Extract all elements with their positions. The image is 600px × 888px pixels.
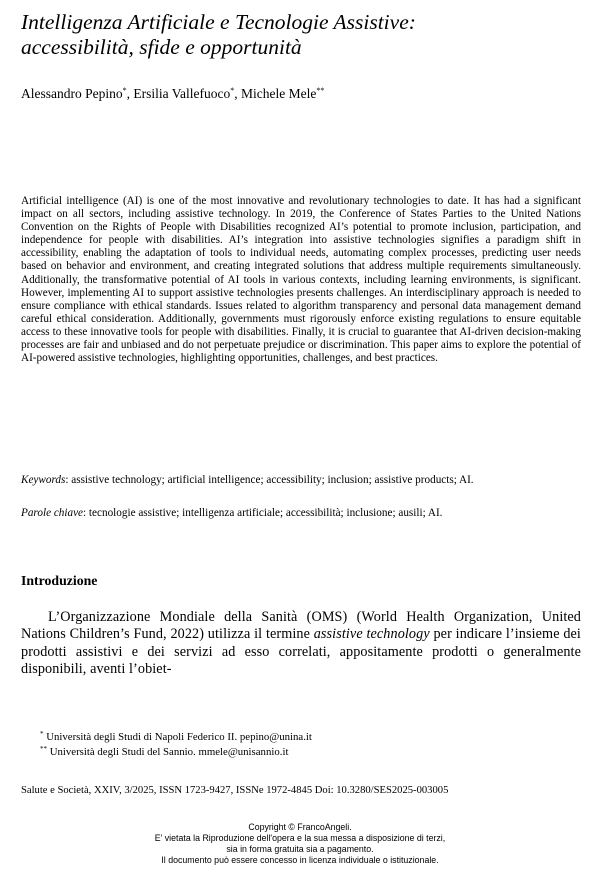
copyright-line-4: Il documento può essere concesso in licenza individuale o istituzionale. [161,854,439,865]
title-line-2: accessibilità, sfide e opportunità [21,35,302,59]
copyright-notice [0,822,600,866]
copyright-line-2: E' vietata la Riproduzione dell'opera e la sua messa a disposizione di terzi, [154,832,446,843]
author-separator: , [234,86,241,101]
footnote-affiliation-1 [40,731,560,744]
author-list [21,86,581,102]
keywords-text: : assistive technology; artificial intelligence; accessibility; inclusion; assistive products; AI. [65,474,474,486]
copyright-line-1: Copyright © FrancoAngeli. [248,822,352,832]
title-line-1: Intelligenza Artificiale e Tecnologie Assistive: [21,10,416,34]
author-name: Ersilia Vallefuoco [133,86,231,101]
footnote-mark: * [40,730,44,738]
author-affiliation-mark: * [122,86,127,95]
footnote-text: Università degli Studi del Sannio. mmele@unisannio.it [47,746,289,758]
parole-chiave-line [21,507,581,520]
journal-citation-line: Salute e Società, XXIV, 3/2025, ISSN 1723-9427, ISSNe 1972-4845 Doi: 10.3280/SES2025-003005 [21,785,449,796]
author-affiliation-mark: ** [316,86,325,95]
parole-chiave-label: Parole chiave [21,507,84,519]
intro-emphasis: assistive technology [313,626,430,643]
paper-title [21,10,581,60]
keywords-label: Keywords [21,474,66,486]
parole-chiave-text: : tecnologie assistive; intelligenza artificiale; accessibilità; inclusione; ausili; AI. [83,507,443,519]
intro-text-part-1: L’Organizzazione Mondiale della Sanità (OMS) (World Health Organization, United Nations Children’s Fund, 2022) utilizza il termine [21,609,581,643]
footnote-affiliation-2 [40,746,560,759]
footnote-mark: ** [40,745,47,753]
author-affiliation-mark: * [230,86,235,95]
keywords-line [21,474,581,487]
author-name: Alessandro Pepino [21,86,123,101]
author-name: Michele Mele [240,86,317,101]
introduction-paragraph [21,609,581,679]
intro-text-part-2: per indicare l’insieme dei prodotti assistivi e dei servizi ad esso correlati, appositamente prodotti o generalmente disponibili, aventi l’obiet- [21,626,581,678]
abstract-paragraph: Artificial intelligence (AI) is one of the most innovative and revolutionary technologies to date. It has had a significant impact on all sectors, including assistive technology. In 2019, the Conference of States Parties to the United Nations Convention on the Rights of People with Disabilities recognized AI’s potential to promote inclusion, participation, and independence for people with disabilities. AI’s integration into assistive technologies signifies a paradigm shift in accessibility, enabling the adaptation of tools to individual needs, automating complex processes, predicting user needs based on behavior and environment, and creating integrated solutions that address multiple requirements simultaneously. Additionally, the transformative potential of AI tools in various contexts, including learning environments, is significant. However, implementing AI to support assistive technologies presents challenges. An interdisciplinary approach is needed to ensure compliance with ethical standards. Issues related to algorithm transparency and personal data management demand careful ethical consideration. Additionally, governments must rigorously enforce existing regulations to ensure equitable access to these innovative tools for people with disabilities. Finally, it is crucial to guarantee that AI-driven decision-making processes are fair and unbiased and do not perpetuate prejudice or discrimination. This paper aims to explore the potential of AI-powered assistive technologies, highlighting opportunities, challenges, and best practices. [21,195,581,365]
footnote-text: Università degli Studi di Napoli Federico II. pepino@unina.it [43,731,312,743]
copyright-line-3: sia in forma gratuita sia a pagamento. [226,843,374,854]
section-heading-introduzione: Introduzione [21,573,98,588]
author-separator: , [126,86,134,101]
